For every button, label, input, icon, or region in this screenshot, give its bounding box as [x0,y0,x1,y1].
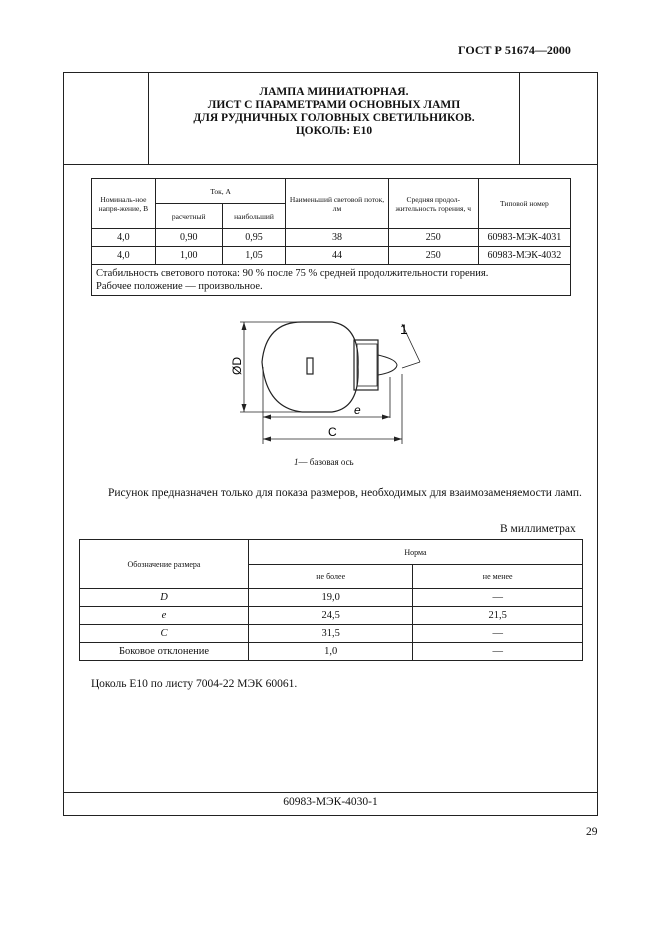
cell-max: 1,0 [249,643,413,661]
cell-dimension: Боковое отклонение [80,643,249,661]
header-left-cell [63,72,149,165]
cell-min: — [413,589,583,607]
base-shell-inner [357,344,377,386]
cell-voltage: 4,0 [92,229,156,247]
note-line: Стабильность светового потока: 90 % после 75 % средней продолжительности горения. [96,268,489,279]
col-min-header: не менее [413,565,583,589]
cell-max: 19,0 [249,589,413,607]
standard-code: ГОСТ Р 51674—2000 [458,43,571,57]
col-current-rated-header: расчетный [155,204,222,229]
figure-note-paragraph: Рисунок предназначен только для показа размеров, необходимых для взаимозаменяемости ламп. [108,487,582,499]
header-divider [63,164,598,165]
title-line: ЛАМПА МИНИАТЮРНАЯ. [259,86,409,98]
cell-current-rated: 1,00 [155,247,222,265]
cell-dimension: C [80,625,249,643]
cell-max: 24,5 [249,607,413,625]
header-right-cell [519,72,598,165]
sheet-number: 60983-МЭК-4030-1 [283,796,378,808]
sheet-title [149,86,519,138]
cell-voltage: 4,0 [92,247,156,265]
figure-caption [294,457,354,467]
caption-number: 1 [294,457,299,467]
col-type-header: Типовой номер [478,179,570,229]
label-1: 1 [400,321,408,337]
title-line: ДЛЯ РУДНИЧНЫХ ГОЛОВНЫХ СВЕТИЛЬНИКОВ. [193,112,475,124]
cell-min: 21,5 [413,607,583,625]
cell-current-rated: 0,90 [155,229,222,247]
cell-dimension: D [80,589,249,607]
cell-dimension: e [80,607,249,625]
table-row [80,589,583,607]
cell-max: 31,5 [249,625,413,643]
table-row [92,229,571,247]
base-reference: Цоколь Е10 по листу 7004-22 МЭК 60061. [91,678,298,690]
title-line: ЦОКОЛЬ: Е10 [295,125,373,137]
cell-current-max: 1,05 [222,247,286,265]
col-life-header: Средняя продол-жительность горения, ч [388,179,478,229]
label-e: e [354,403,361,417]
cell-type: 60983-МЭК-4032 [478,247,570,265]
col-current-header: Ток, А [155,179,286,204]
table-notes [92,265,571,296]
col-current-max-header: наибольший [222,204,286,229]
table-row [92,247,571,265]
page-number: 29 [586,826,598,838]
cell-flux: 38 [286,229,388,247]
table-row [80,607,583,625]
units-note: В миллиметрах [500,523,576,535]
ref-leader-2 [402,362,420,368]
col-designation-header: Обозначение размера [80,540,249,589]
lamp-parameters-table [91,178,571,296]
filament-marker [307,358,313,374]
caption-text: — базовая ось [298,457,354,467]
table-row [80,625,583,643]
cell-life: 250 [388,229,478,247]
col-flux-header: Наименьший световой поток, лм [286,179,388,229]
note-line: Рабочее положение — произвольное. [96,281,263,292]
cell-min: — [413,625,583,643]
footer-divider [63,792,598,793]
label-C: C [328,425,337,439]
cell-current-max: 0,95 [222,229,286,247]
title-line: ЛИСТ С ПАРАМЕТРАМИ ОСНОВНЫХ ЛАМП [207,99,461,111]
cell-type: 60983-МЭК-4031 [478,229,570,247]
base-contact [378,355,397,375]
table-row [80,643,583,661]
cell-life: 250 [388,247,478,265]
col-max-header: не более [249,565,413,589]
cell-min: — [413,643,583,661]
col-norm-header: Норма [249,540,583,565]
dimensions-table [79,539,583,661]
label-D: ØD [230,357,244,375]
lamp-drawing [230,312,440,457]
notes-row [92,265,571,296]
cell-flux: 44 [286,247,388,265]
col-voltage-header: Номиналь-ное напря-жение, В [92,179,156,229]
